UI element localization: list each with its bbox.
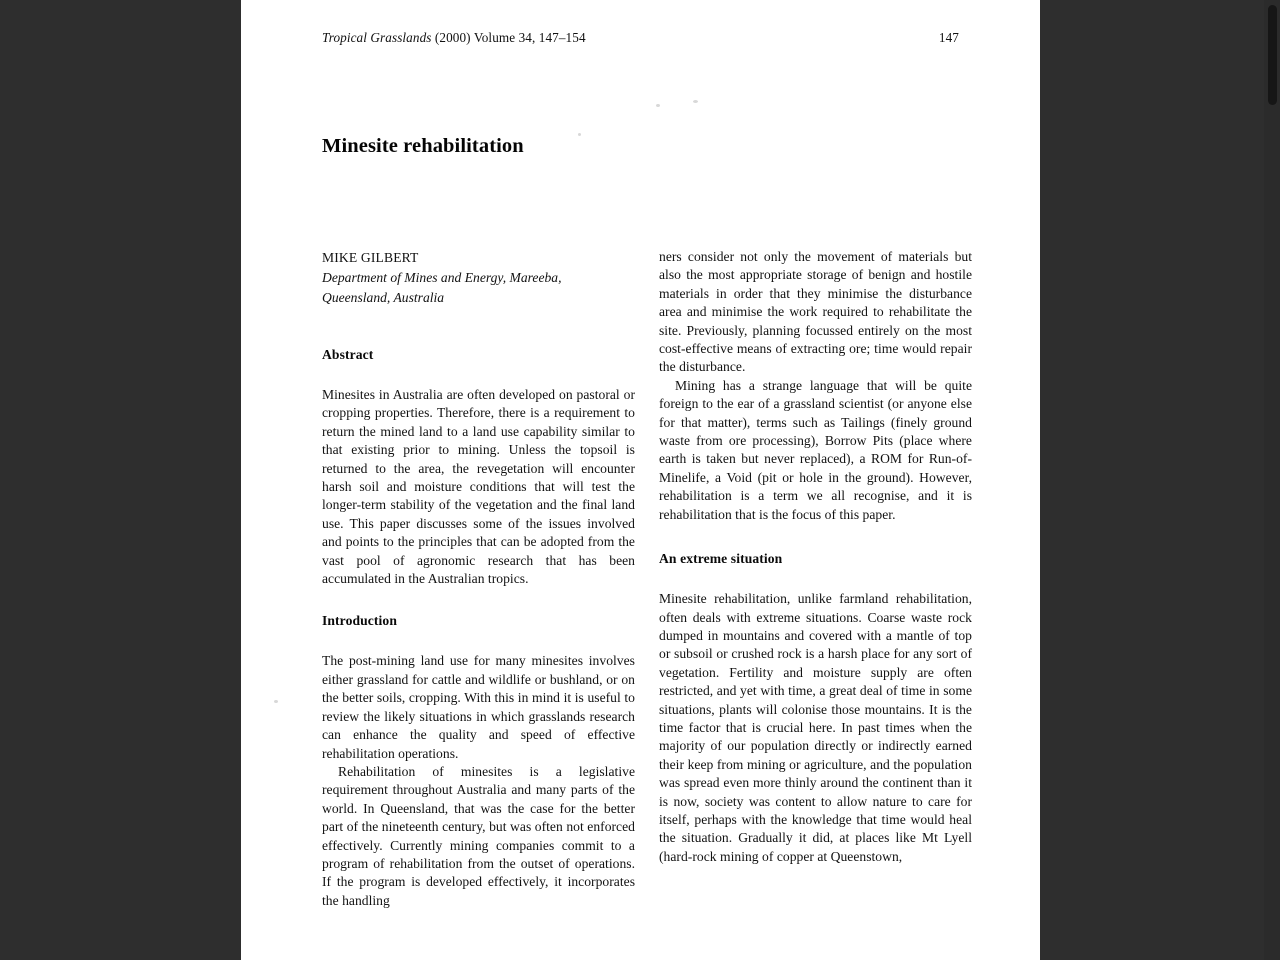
running-head-citation xyxy=(322,30,586,46)
section-heading-introduction: Introduction xyxy=(322,613,397,629)
journal-name: Tropical Grasslands xyxy=(322,30,432,45)
mining-language-paragraph: Mining has a strange language that will be quite foreign to the ear of a grassland scientist (or anyone else for that matter), terms such as Tailings (finely ground waste from ore processing), Borrow Pits (place where earth is taken but never replaced), a ROM for Run-of-Minelife, a Void (pit or hole in the ground). However, rehabilitation is a term we all recognise, and it is rehabilitation that is the focus of this paper. xyxy=(659,377,972,522)
scan-artifact xyxy=(693,100,698,103)
column-left xyxy=(322,248,635,910)
journal-citation: (2000) Volume 34, 147–154 xyxy=(431,30,586,45)
document-page xyxy=(241,0,1040,960)
continued-paragraph: ners consider not only the movement of materials but also the most appropriate storage of benign and hostile materials in order that they minimise the disturbance area and minimise the work required to rehabilitate the site. Previously, planning focussed entirely on the most cost-effective means of extracting ore; time would repair the disturbance. xyxy=(659,249,972,375)
running-head xyxy=(322,30,959,46)
scan-artifact xyxy=(656,104,660,107)
author-affiliation-line-1: Department of Mines and Energy, Mareeba, xyxy=(322,270,562,285)
page-title: Minesite rehabilitation xyxy=(322,134,524,157)
author-affiliation-line-2: Queensland, Australia xyxy=(322,290,445,305)
spacer xyxy=(659,524,972,550)
author-name: MIKE GILBERT xyxy=(322,250,419,265)
spacer xyxy=(322,630,635,652)
abstract-paragraph: Minesites in Australia are often developed on pastoral or cropping properties. Therefore, there is a requirement to return the mined land to a land use capability similar to that existing prior to mining. Unless the topsoil is returned to the area, the revegetation will encounter harsh soil and moisture conditions that will test the longer-term stability of the vegetation and the final land use. This paper discusses some of the issues involved and points to the principles that can be adopted from the vast pool of agronomic research that has been accumulated in the Australian tropics. xyxy=(322,387,635,587)
vertical-scrollbar-track[interactable] xyxy=(1264,0,1280,960)
page-number: 147 xyxy=(938,30,959,45)
introduction-paragraph-1: The post-mining land use for many minesites involves either grassland for cattle and wildlife or bushland, or on the better soils, cropping. With this in mind it is useful to review the likely situations in which grasslands research can enhance the quality and speed of effective rehabilitation operations. xyxy=(322,653,635,761)
spacer xyxy=(322,588,635,612)
article-body xyxy=(322,248,972,960)
spacer xyxy=(322,308,635,346)
spacer xyxy=(659,568,972,590)
introduction-paragraph-2: Rehabilitation of minesites is a legislative requirement throughout Australia and many parts of the world. In Queensland, that was the case for the better part of the nineteenth century, but was often not enforced effectively. Currently mining companies commit to a program of rehabilitation from the outset of operations. If the program is developed effectively, it incorporates the handling xyxy=(322,763,635,908)
spacer xyxy=(322,364,635,386)
section-heading-abstract: Abstract xyxy=(322,347,374,362)
extreme-situation-paragraph-1: Minesite rehabilitation, unlike farmland rehabilitation, often deals with extreme situations. Coarse waste rock dumped in mountains and covered with a mantle of top or subsoil or crushed rock is a harsh place for any sort of vegetation. Fertility and moisture supply are often restricted, and yet with time, a great deal of time in some situations, plants will colonise those mountains. It is the time factor that is crucial here. In past times when the majority of our population directly or indirectly earned their keep from mining or agriculture, and the population was spread even more thinly around the continent than it is now, society was content to allow nature to care for itself, perhaps with the knowledge that time would heal the situation. Gradually it did, at places like Mt Lyell (hard-rock mining of copper at Queenstown, xyxy=(659,591,972,864)
column-right xyxy=(659,248,972,866)
vertical-scrollbar-thumb[interactable] xyxy=(1268,5,1277,105)
section-heading-an-extreme-situation: An extreme situation xyxy=(659,551,783,567)
scan-artifact xyxy=(274,700,278,703)
